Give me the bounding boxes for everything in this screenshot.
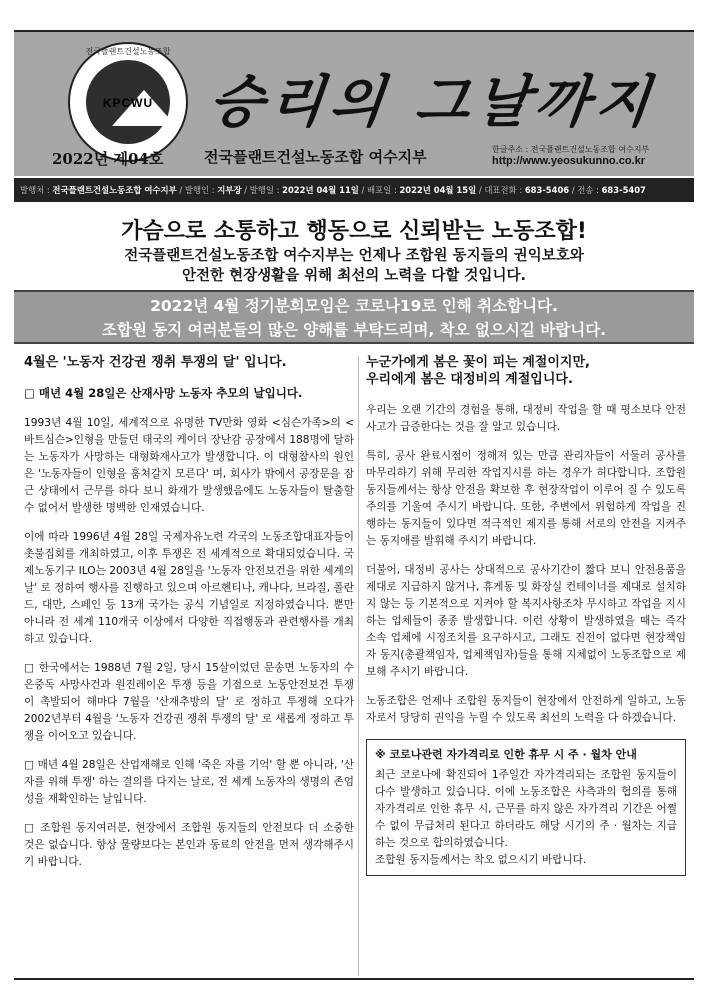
publisher-label: 발행처 : — [20, 185, 53, 195]
article-heading-line: 누군가에게 봄은 꽃이 피는 계절이지만, — [366, 355, 590, 370]
article-heading — [366, 354, 686, 388]
distdate-label: / 배포일 : — [358, 185, 400, 195]
notice-box — [14, 290, 694, 344]
publishing-info-bar — [14, 178, 694, 202]
subheadline-line: 안전한 현장생활을 위해 최선의 노력을 다할 것입니다. — [182, 268, 526, 284]
info-box-closing: 조합원 동지들께서는 착오 없으시기 바랍니다. — [375, 854, 587, 866]
address-line: 한글주소 : 전국플랜트건설노동조합 여수지부 — [492, 145, 650, 154]
paragraph: 노동조합은 언제나 조합원 동지들이 현장에서 안전하게 일하고, 노동자로서 당당히 권익을 누릴 수 있도록 최선의 노력을 다 하겠습니다. — [366, 695, 686, 724]
paragraph: □ 한국에서는 1988년 7월 2일, 당시 15살이었던 문송면 노동자의 수은중독 사망사건과 원진레이온 투쟁 등을 기점으로 노동안전보건 투쟁이 촉발되어 해마다 7월을 '산재추방의 달' 로 정하고 투쟁해 오다가 2002년부터 4월을 '노동자 건강권 쟁취 투쟁의 달' 로 새롭게 정하고 투쟁을 이어오고 있습니다. — [24, 662, 354, 742]
subheadline — [14, 246, 694, 286]
fax-label: / 전송 : — [569, 185, 602, 195]
publisher: 전국플랜트건설노동조합 여수지부 — [52, 185, 177, 195]
info-box-body: 최근 코로나에 확진되어 1주일간 자가격리되는 조합원 동지들이 다수 발생하고 있습니다. 이에 노동조합은 사측과의 협의를 통해 자가격리로 인한 휴무 시, 근무를 하지 않은 자가격리 기간은 어쩔 수 없이 무급처리 된다고 하더라도 해당 시기의 주 · 월차는 지급하는 것으로 합의하였습니다. — [375, 769, 677, 849]
article-subheading: □ 매년 4월 28일은 산재사망 노동자 추모의 날입니다. — [24, 386, 303, 400]
article-heading-line: 우리에게 봄은 대정비의 계절입니다. — [366, 372, 573, 387]
logo-ring-text: 전국플랜트건설노동조합 — [85, 47, 171, 56]
newsletter-page — [14, 30, 694, 990]
notice-line: 2022년 4월 정기분회모임은 코로나19로 인해 취소합니다. — [150, 297, 558, 315]
subheadline-line: 전국플랜트건설노동조합 여수지부는 언제나 조합원 동지들의 권익보호와 — [124, 248, 584, 264]
issue-number — [52, 148, 163, 169]
headline: 가슴으로 소통하고 행동으로 신뢰받는 노동조합! — [121, 219, 587, 244]
right-column — [366, 354, 686, 876]
paragraph: 이에 따라 1996년 4월 28일 국제자유노련 각국의 노동조합대표자들이 촛불집회를 개최하였고, 이후 투쟁은 전 세계적으로 확대되었습니다. 국제노동기구 ILO는 2003년 4월 28일을 '노동자 안전보건을 위한 세계의 날' 로 정하여 행사를 진행하고 있으며 아르헨티나, 캐나다, 브라질, 폴란드, 대만, 스페인 등 13개 국가는 공식 기념일로 지정하였습니다. 뿐만 아니라 전 세계 110개국 이상에서 다양한 직접행동과 관련행사를 개최하고 있습니다. — [24, 531, 354, 645]
paragraph: □ 매년 4월 28일은 산업재해로 인해 '죽은 자를 기억' 할 뿐 아니라, '산자를 위해 투쟁' 하는 결의를 다지는 날로, 전 세계 노동자의 생명의 존엄성을 재확인하는 날입니다. — [24, 759, 354, 805]
fax: 683-5407 — [601, 185, 646, 195]
left-column — [24, 354, 354, 883]
newsletter-title: 승리의 그날까지 — [206, 69, 660, 135]
union-logo — [68, 42, 188, 162]
issue-no: 제04호 — [113, 150, 164, 168]
logo-text: KPCWU — [102, 96, 154, 110]
column-divider — [358, 356, 359, 976]
editor-label: / 발행인 : — [176, 185, 218, 195]
info-box-title: ※ 코로나관련 자가격리로 인한 휴무 시 주 · 월차 안내 — [375, 748, 637, 761]
paragraph: 특히, 공사 완료시점이 정해져 있는 만큼 관리자들이 서둘러 공사를 마무리하기 위해 무리한 작업지시를 하는 경우가 허다합니다. 조합원 동지들께서는 항상 안전을 확보한 후 현장작업이 이루어 질 수 있도록 주의를 기울여 주시기 바랍니다. 또한, 주변에서 위험하게 작업을 진행하는 동지들이 있다면 적극적인 제지를 통해 서로의 안전을 지켜주는 동지애를 발휘해 주시기 바랍니다. — [366, 450, 686, 547]
phone: 683-5406 — [524, 185, 570, 195]
paragraph: □ 조합원 동지여러분, 현장에서 조합원 동지들의 안전보다 더 소중한 것은 없습니다. 항상 물량보다는 본인과 동료의 안전을 먼저 생각해주시기 바랍니다. — [24, 822, 354, 868]
paragraph: 우리는 오랜 기간의 경험을 통해, 대정비 작업을 할 때 평소보다 안전사고가 급증한다는 것을 잘 알고 있습니다. — [366, 404, 686, 433]
paragraph: 1993년 4월 10일, 세계적으로 유명한 TV만화 영화 <심슨가족>의 <바트심슨>인형을 만들던 태국의 케이더 장난감 공장에서 188명에 달하는 노동자가 사망하는 대형화재사고가 발생합니다. 이 대형참사의 원인은 '노동자들이 인형을 훔쳐갈지 모른다' 며, 회사가 밖에서 공장문을 잠근 상태에서 근무를 하다 보니 화재가 발생했음에도 노동자들이 탈출할 수 없어서 발생한 명백한 인재였습니다. — [24, 417, 354, 514]
website-link[interactable]: http://www.yeosukunno.co.kr — [492, 155, 645, 167]
masthead — [14, 30, 694, 176]
union-name: 전국플랜트건설노동조합 여수지부 — [204, 148, 427, 166]
editor: 지부장 — [217, 185, 242, 195]
article-heading: 4월은 '노동자 건강권 쟁취 투쟁의 달' 입니다. — [24, 355, 287, 370]
covid-info-box — [366, 739, 686, 876]
distdate: 2022년 04월 15일 — [399, 185, 477, 195]
bottom-rule — [14, 978, 694, 980]
pubdate: 2022년 04월 11일 — [282, 185, 359, 195]
address-block — [492, 144, 649, 167]
issue-year: 2022년 — [52, 150, 109, 168]
phone-label: / 대표전화 : — [476, 185, 525, 195]
notice-line: 조합원 동지 여러분들의 많은 양해를 부탁드리며, 착오 없으시길 바랍니다. — [101, 321, 607, 339]
paragraph: 더불어, 대정비 공사는 상대적으로 공사기간이 짧다 보니 안전용품을 제대로 지급하지 않거나, 휴게동 및 화장실 컨테이너를 제대로 설치하지 않는 등 기본적으로 지켜야 할 복지사항조차 무시하고 작업을 지시하는 업체들이 종종 발생합니다. 이런 상황이 발생하였을 때는 즉각 소속 업체에 시정조치를 요구하시고, 그래도 진전이 없다면 현장책임자 동지(총괄책임자, 업체책임자)들을 통해 지체없이 노동조합으로 제보해 주시기 바랍니다. — [366, 564, 686, 678]
pubdate-label: / 발행일 : — [241, 185, 283, 195]
